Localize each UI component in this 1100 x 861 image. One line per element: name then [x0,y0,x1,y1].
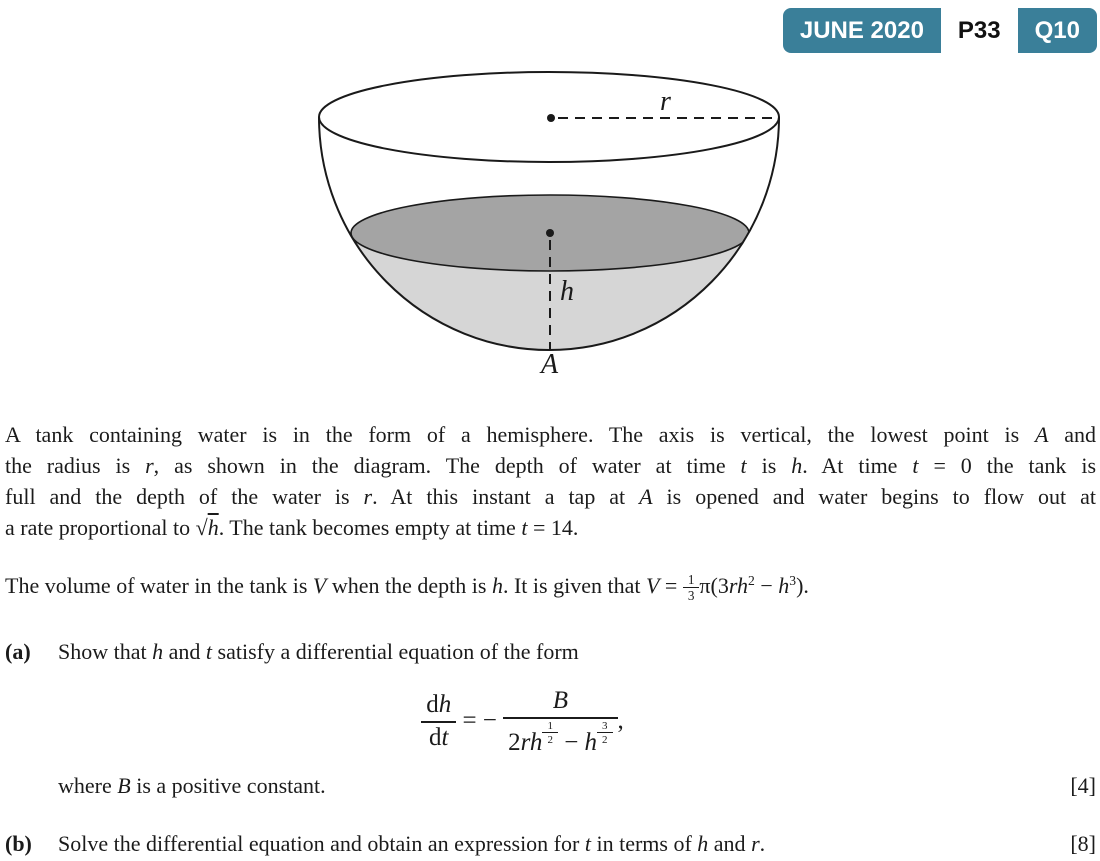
problem-paragraph-1 [5,419,1096,543]
radius-label: r [660,86,671,117]
depth-label: h [560,276,574,307]
part-b-row [5,828,1096,859]
bottom-point-label: A [541,349,559,380]
surface-center-dot [546,229,554,237]
volume-formula-paragraph: The volume of water in the tank is V when the depth is h. It is given that V = $\frac{1}{3}$ $\pi(3rh^2 - h^3)$. [5,572,809,603]
hemisphere-tank-diagram [280,60,820,400]
part-a-text: Show that h and t satisfy a differential equation of the form [58,639,579,664]
part-a-marks: [4] [1070,773,1096,798]
question-badge [783,8,1097,53]
badge-paper: P33 [941,8,1018,53]
part-b-marks: [8] [1070,831,1096,856]
part-a-row [5,636,1096,667]
problem-text-line-2: the radius is r, as shown in the diagram. The depth of water at time t is h. At time t = 0 the tank is [5,453,1097,478]
problem-text-line-1: A tank containing water is in the form of a hemisphere. The axis is vertical, the lowest point is A and [5,422,1096,447]
rim-center-dot [547,114,555,122]
differential-equation: $\frac{dh}{dt}$ = − B 2rh $\frac{1}{2}$ − h $\frac{3}{2}$ , [0,687,1045,757]
badge-question: Q10 [1034,16,1080,44]
problem-text-line-3: full and the depth of the water is r. At this instant a tap at A is opened and water begins to flow out at [5,484,1096,509]
badge-session: JUNE 2020 [799,16,924,44]
problem-text-line-4: a rate proportional to √h. The tank becomes empty at time t = 14. [5,515,579,540]
part-a-where-text: where B is a positive constant. [58,773,326,798]
part-b-text: Solve the differential equation and obtain an expression for t in terms of h and r. [58,831,766,856]
part-b-label: (b) [5,831,32,856]
part-a-label: (a) [5,639,31,664]
indent-spacer [5,770,58,801]
part-a-where-row [5,770,1096,801]
